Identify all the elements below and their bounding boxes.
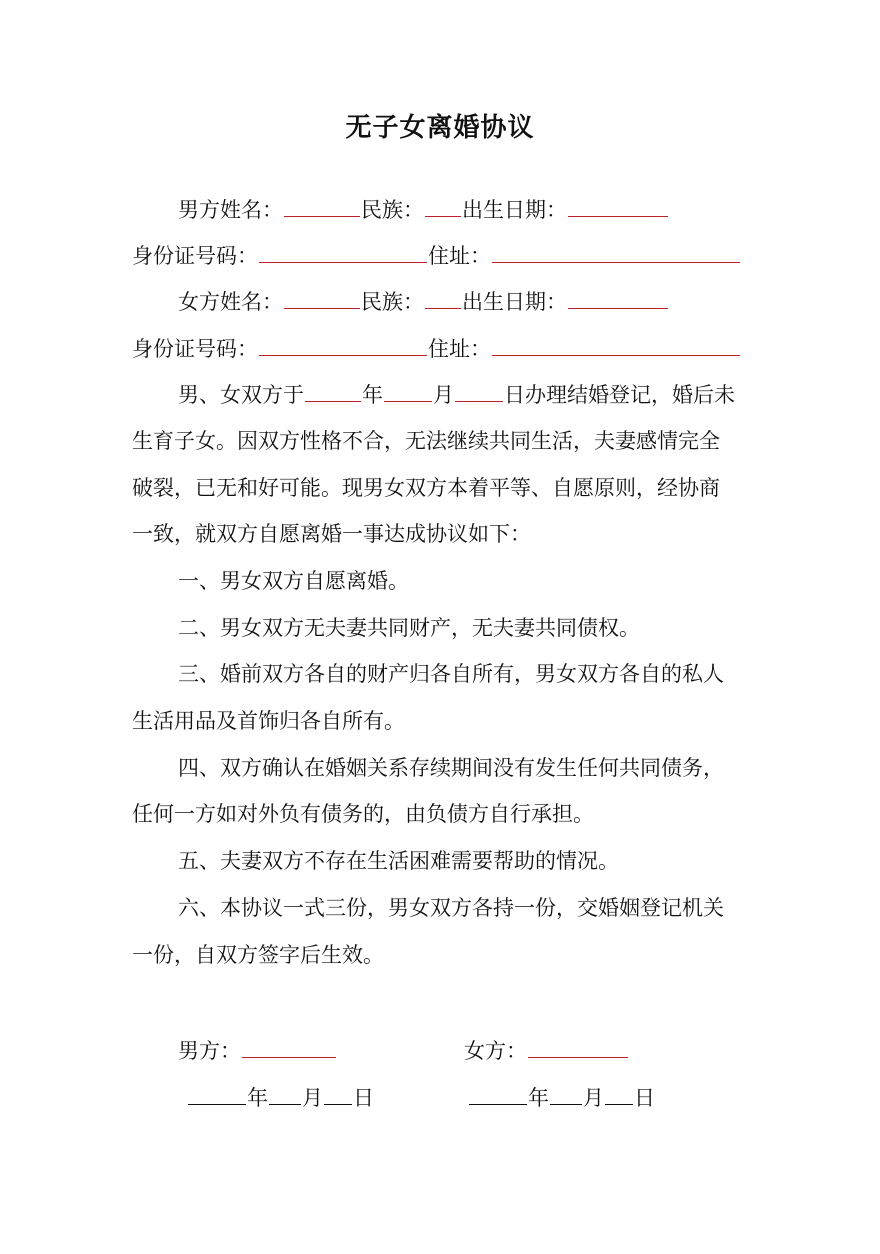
female-address-blank[interactable] <box>492 333 740 356</box>
document-title: 无子女离婚协议 <box>345 113 535 143</box>
male-name-blank[interactable] <box>284 194 360 217</box>
male-date-month-char: 月 <box>302 1086 323 1110</box>
female-date-month-blank[interactable] <box>550 1082 582 1105</box>
clause-3-line1: 三、婚前双方各自的财产归各自所有，男女双方各自的私人 <box>178 662 724 686</box>
marriage-year-char: 年 <box>362 383 383 407</box>
male-ethnicity-blank[interactable] <box>425 194 461 217</box>
female-date-month-char: 月 <box>583 1086 604 1110</box>
marriage-text-b: 日办理结婚登记，婚后未 <box>504 383 735 407</box>
clause-4-line1: 四、双方确认在婚姻关系存续期间没有发生任何共同债务， <box>178 756 724 780</box>
male-birth-label: 出生日期： <box>462 198 567 222</box>
female-birth-blank[interactable] <box>568 286 668 309</box>
female-id-blank[interactable] <box>259 333 427 356</box>
clause-6-line1: 六、本协议一式三份，男女双方各持一份，交婚姻登记机关 <box>178 896 724 920</box>
marriage-paragraph-line1 <box>132 379 800 411</box>
male-id-line <box>132 240 754 272</box>
clause-6-line2: 一份，自双方签字后生效。 <box>132 943 384 967</box>
clause-4-line2: 任何一方如对外负有债务的，由负债方自行承担。 <box>132 802 594 826</box>
male-id-label: 身份证号码： <box>132 244 258 268</box>
clause-2: 二、男女双方无夫妻共同财产，无夫妻共同债权。 <box>178 616 640 640</box>
female-date-year-blank[interactable] <box>469 1082 527 1105</box>
marriage-month-blank[interactable] <box>384 379 432 402</box>
male-id-blank[interactable] <box>259 240 427 263</box>
male-signature-blank[interactable] <box>242 1035 336 1058</box>
female-signature-blank[interactable] <box>528 1035 628 1058</box>
clause-5: 五、夫妻双方不存在生活困难需要帮助的情况。 <box>178 849 619 873</box>
male-birth-blank[interactable] <box>568 194 668 217</box>
marriage-paragraph-line3: 破裂，已无和好可能。现男女双方本着平等、自愿原则，经协商 <box>132 476 720 500</box>
female-date-year-char: 年 <box>528 1086 549 1110</box>
male-date-month-blank[interactable] <box>269 1082 301 1105</box>
marriage-paragraph-line2: 生育子女。因双方性格不合，无法继续共同生活，夫妻感情完全 <box>132 429 720 453</box>
marriage-text-a: 男、女双方于 <box>178 383 304 407</box>
female-signature-line <box>464 1035 629 1067</box>
male-info-line <box>132 194 800 226</box>
male-date-day-blank[interactable] <box>324 1082 352 1105</box>
marriage-month-char: 月 <box>433 383 454 407</box>
marriage-paragraph-line4: 一致，就双方自愿离婚一事达成协议如下： <box>132 522 531 546</box>
male-address-blank[interactable] <box>492 240 740 263</box>
male-signature-line <box>178 1035 337 1067</box>
female-id-label: 身份证号码： <box>132 337 258 361</box>
female-address-label: 住址： <box>428 337 491 361</box>
female-ethnicity-label: 民族： <box>361 290 424 314</box>
female-info-line <box>132 286 800 318</box>
female-name-label: 女方姓名： <box>178 290 283 314</box>
male-date-day-char: 日 <box>353 1086 374 1110</box>
male-date-year-char: 年 <box>247 1086 268 1110</box>
female-sign-label: 女方： <box>464 1039 527 1063</box>
female-date-line <box>468 1082 655 1114</box>
clause-1: 一、男女双方自愿离婚。 <box>178 569 409 593</box>
male-date-line <box>187 1082 374 1114</box>
female-name-blank[interactable] <box>284 286 360 309</box>
clause-3-line2: 生活用品及首饰归各自所有。 <box>132 709 405 733</box>
female-date-day-char: 日 <box>634 1086 655 1110</box>
female-date-day-blank[interactable] <box>605 1082 633 1105</box>
female-id-line <box>132 333 754 365</box>
marriage-year-blank[interactable] <box>305 379 361 402</box>
male-address-label: 住址： <box>428 244 491 268</box>
male-name-label: 男方姓名： <box>178 198 283 222</box>
female-ethnicity-blank[interactable] <box>425 286 461 309</box>
female-birth-label: 出生日期： <box>462 290 567 314</box>
marriage-day-blank[interactable] <box>455 379 503 402</box>
male-date-year-blank[interactable] <box>188 1082 246 1105</box>
male-sign-label: 男方： <box>178 1039 241 1063</box>
male-ethnicity-label: 民族： <box>361 198 424 222</box>
